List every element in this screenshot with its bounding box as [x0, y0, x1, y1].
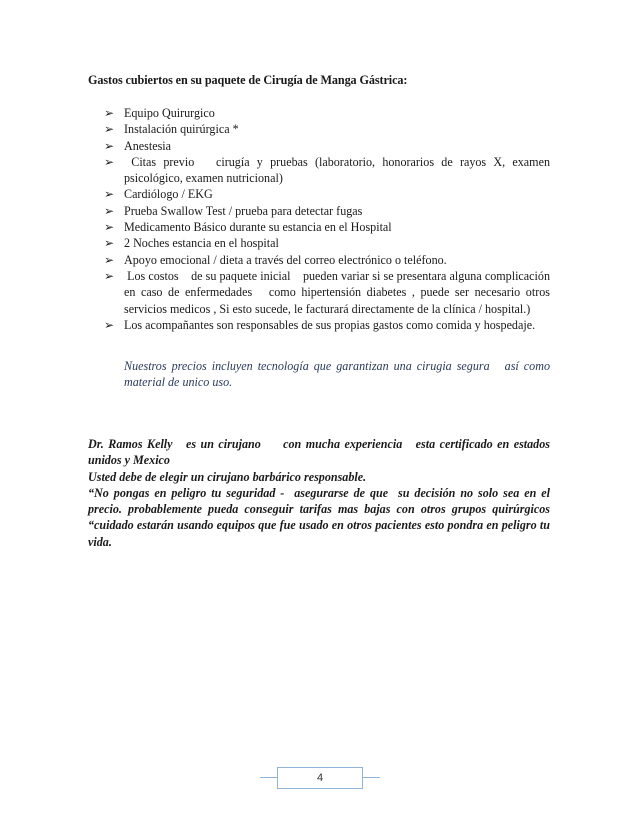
list-item: ➢ Cardiólogo / EKG: [104, 187, 213, 202]
arrow-bullet-icon: ➢: [104, 203, 115, 218]
list-item: ➢ Anestesia: [104, 138, 172, 153]
list-item: ➢ Apoyo emocional / dieta a través del correo electrónico o teléfono.: [104, 252, 447, 267]
arrow-bullet-icon: ➢: [104, 268, 115, 283]
advice-paragraph: Usted debe de elegir un cirujano barbárico responsable.: [88, 469, 367, 484]
arrow-bullet-icon: ➢: [104, 154, 115, 169]
page-number-box: [277, 767, 363, 789]
covered-expenses-list: [104, 105, 560, 333]
list-item: ➢ Prueba Swallow Test / prueba para detectar fugas: [104, 203, 363, 218]
surgeon-paragraph: Dr. Ramos Kelly es un cirujano con mucha experiencia esta certificado en estados unidos y Mexico: [88, 437, 554, 468]
arrow-bullet-icon: ➢: [104, 122, 115, 137]
list-item: ➢ Los costos de su paquete inicial pueden variar si se presentara alguna complicación en caso de enfermedades como hipertensión diabetes , puede ser necesario otros servicios medicos , Si esto sucede, le facturará directamente de la clínica / hospital.): [104, 268, 560, 316]
arrow-bullet-icon: ➢: [104, 138, 115, 153]
list-item: ➢ Instalación quirúrgica *: [104, 122, 239, 137]
list-item: ➢ Medicamento Básico durante su estancia en el Hospital: [104, 220, 392, 235]
price-note: Nuestros precios incluyen tecnología que garantizan una cirugia segura así como material de unico uso.: [124, 359, 554, 390]
arrow-bullet-icon: ➢: [104, 252, 115, 267]
surgeon-notice: [88, 436, 554, 550]
list-item: ➢ Citas previo cirugía y pruebas (laboratorio, honorarios de rayos X, examen psicológico, examen nutricional): [104, 154, 554, 186]
warning-paragraph: “No pongas en peligro tu seguridad - asegurarse de que su decisión no solo sea en el precio. probablemente pueda conseguir tarifas mas bajas con otros grupos quirúrgicos “cuidado estarán usando equipos que fue usado en otros pacientes esto pondra en peligro tu vida.: [88, 485, 554, 549]
list-item: ➢ Equipo Quirurgico: [104, 106, 215, 120]
section-heading: Gastos cubiertos en su paquete de Cirugía de Manga Gástrica:: [88, 73, 408, 87]
arrow-bullet-icon: ➢: [104, 220, 115, 235]
list-item: ➢ 2 Noches estancia en el hospital: [104, 236, 279, 251]
list-item: ➢ Los acompañantes son responsables de sus propias gastos como comida y hospedaje.: [104, 317, 536, 332]
arrow-bullet-icon: ➢: [104, 317, 115, 332]
arrow-bullet-icon: ➢: [104, 187, 115, 202]
page-number: 4: [316, 772, 324, 784]
arrow-bullet-icon: ➢: [104, 236, 115, 251]
arrow-bullet-icon: ➢: [104, 106, 115, 120]
